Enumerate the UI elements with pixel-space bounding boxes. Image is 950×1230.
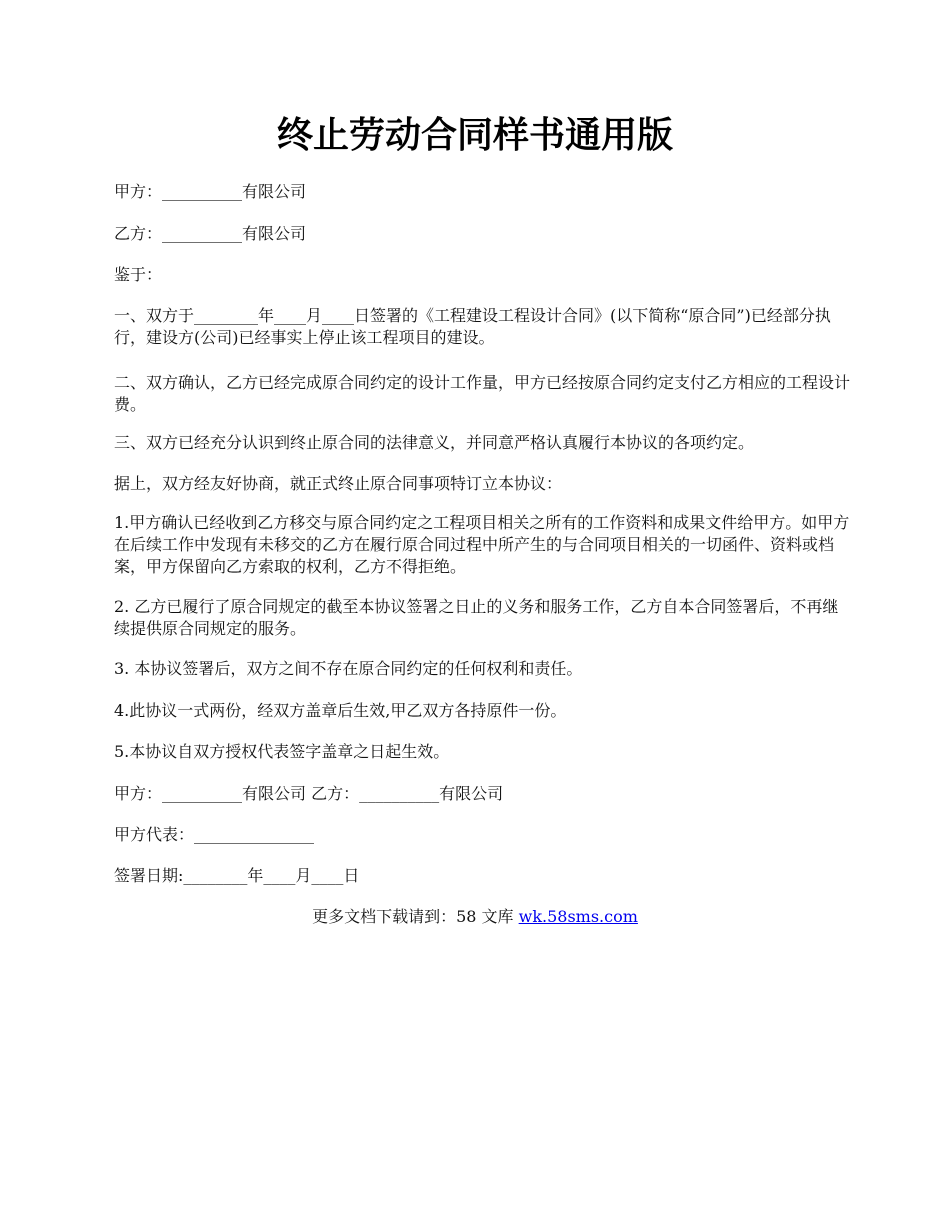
clause-3: 3. 本协议签署后，双方之间不存在原合同约定的任何权利和责任。 <box>114 659 583 678</box>
footer-link[interactable]: wk.58sms.com <box>518 907 638 926</box>
document-title: 终止劳动合同样书通用版 <box>276 114 673 156</box>
representative-line: 甲方代表：_______________ <box>114 825 315 844</box>
signature-line: 甲方：__________有限公司 乙方：__________有限公司 <box>114 784 504 803</box>
clause-5: 5.本协议自双方授权代表签字盖章之日起生效。 <box>114 742 450 761</box>
footer-text: 更多文档下载请到：58 文库 <box>312 907 519 926</box>
footer <box>0 906 950 928</box>
party-a-line: 甲方：__________有限公司 <box>114 182 307 201</box>
recital-2: 二、双方确认，乙方已经完成原合同约定的设计工作量，甲方已经按原合同约定支付乙方相应的工程设计费。 <box>114 373 851 414</box>
party-b-line: 乙方：__________有限公司 <box>114 224 307 243</box>
recital-1: 一、双方于________年____月____日签署的《工程建设工程设计合同》(以下简称“原合同”)已经部分执行，建设方(公司)已经事实上停止该工程项目的建设。 <box>114 306 831 347</box>
clause-4: 4.此协议一式两份，经双方盖章后生效,甲乙双方各持原件一份。 <box>114 701 567 720</box>
recital-3: 三、双方已经充分认识到终止原合同的法律意义，并同意严格认真履行本协议的各项约定。 <box>114 433 755 452</box>
signing-date-line: 签署日期:________年____月____日 <box>114 866 360 885</box>
preamble: 据上，双方经友好协商，就正式终止原合同事项特订立本协议： <box>114 474 563 493</box>
clause-1: 1.甲方确认已经收到乙方移交与原合同约定之工程项目相关之所有的工作资料和成果文件给甲方。如甲方在后续工作中发现有未移交的乙方在履行原合同过程中所产生的与合同项目相关的一切函件、资料或档案，甲方保留向乙方索取的权利，乙方不得拒绝。 <box>114 513 850 576</box>
clause-2: 2. 乙方已履行了原合同规定的截至本协议签署之日止的义务和服务工作，乙方自本合同签署后，不再继续提供原合同规定的服务。 <box>114 597 839 638</box>
whereas-heading: 鉴于： <box>114 265 163 284</box>
